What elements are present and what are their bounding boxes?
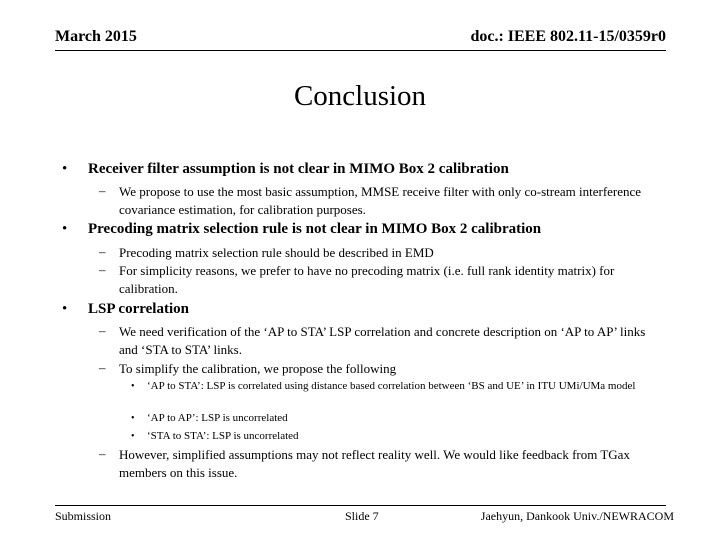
slide-title: Conclusion	[293, 80, 427, 112]
footer-divider	[55, 505, 666, 506]
bullet-text: Receiver filter assumption is not clear in MIMO Box 2 calibration	[88, 161, 509, 177]
header-date: March 2015	[55, 28, 137, 45]
header-doc-id: doc.: IEEE 802.11-15/0359r0	[470, 28, 666, 45]
level3-marker: •	[131, 381, 135, 392]
bullet-text: Precoding matrix selection rule is not clear in MIMO Box 2 calibration	[88, 221, 542, 237]
bullet-marker: •	[62, 301, 68, 317]
footer-author: Jaehyun, Dankook Univ./NEWRACOM	[480, 509, 674, 523]
bullet-text: LSP correlation	[88, 301, 189, 317]
sub-bullet-text: To simplify the calibration, we propose the following	[119, 361, 397, 376]
sub-bullet-text: Precoding matrix selection rule should be described in EMD	[119, 245, 434, 260]
level3-marker: •	[131, 413, 135, 424]
footer-slide-number: Slide 7	[345, 509, 379, 523]
dash-marker: –	[99, 183, 106, 198]
footer-submission: Submission	[55, 509, 112, 523]
bullet-marker: •	[62, 221, 68, 237]
dash-marker: –	[99, 446, 106, 461]
sub-bullet-text: We propose to use the most basic assumption, MMSE receive filter with only co-stream interference covariance estimation, for calibration purposes.	[119, 184, 642, 217]
bullet-marker: •	[62, 161, 68, 177]
sub-bullet-text: For simplicity reasons, we prefer to have no precoding matrix (i.e. full rank identity matrix) for calibration.	[119, 263, 615, 296]
level3-bullet-text: ‘STA to STA’: LSP is uncorrelated	[147, 430, 299, 442]
dash-marker: –	[99, 244, 106, 259]
dash-marker: –	[99, 323, 106, 338]
dash-marker: –	[99, 360, 106, 375]
sub-bullet-text: We need verification of the ‘AP to STA’ LSP correlation and concrete description on ‘AP to AP’ links and ‘STA to STA’ links.	[119, 324, 646, 357]
dash-marker: –	[99, 262, 106, 277]
header-divider	[55, 50, 666, 51]
level3-bullet-text: ‘AP to STA’: LSP is correlated using distance based correlation between ‘BS and UE’ in ITU UMi/UMa model	[147, 380, 636, 392]
sub-bullet-text: However, simplified assumptions may not reflect reality well. We would like feedback from TGax members on this issue.	[119, 447, 630, 480]
level3-bullet-text: ‘AP to AP’: LSP is uncorrelated	[147, 412, 288, 424]
level3-marker: •	[131, 431, 135, 442]
